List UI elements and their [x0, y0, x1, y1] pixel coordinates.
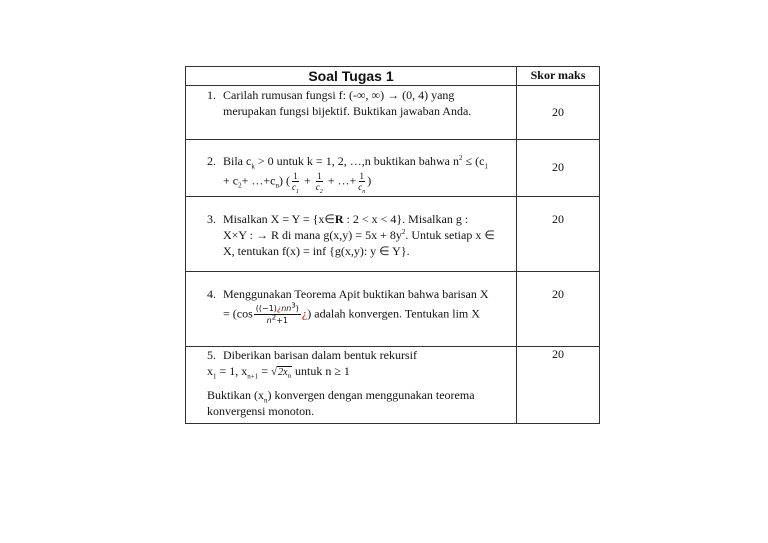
question-line: merupakan fungsi bijektif. Buktikan jawaban Anda. [223, 104, 472, 118]
question-line: X, tentukan f(x) = inf {g(x,y): y ∈ Y}. [223, 244, 410, 258]
score-cell: 20 [517, 86, 600, 140]
question-text [223, 87, 510, 119]
question-number: 2. [207, 154, 216, 168]
score-cell: 20 [517, 197, 600, 272]
question-text [186, 347, 516, 419]
score-cell: 20 [517, 140, 600, 197]
question-cell [186, 347, 517, 424]
question-cell [186, 140, 517, 197]
question-row [186, 86, 600, 140]
fraction: $\frac{1}{c_n}$ [358, 171, 366, 195]
assignment-table [185, 66, 600, 424]
question-row [186, 140, 600, 197]
question-line: $x_1 = 1$, $x_{n+1} = √2x_n$ untuk n ≥ 1 [207, 364, 350, 381]
fraction: $\frac{1}{c_2}$ [315, 171, 323, 195]
question-line: Misalkan X = Y = {x∈R : 2 < x < 4}. Misalkan g : [223, 212, 469, 226]
score-column-header: Skor maks [517, 67, 600, 86]
score-cell: 20 [517, 347, 600, 424]
question-text [223, 153, 510, 195]
question-line: konvergensi monoton. [207, 404, 315, 418]
question-cell [186, 86, 517, 140]
question-text [223, 211, 510, 259]
question-text [223, 286, 510, 326]
table-header-row [186, 67, 600, 86]
question-line: Carilah rumusan fungsi f: (-∞, ∞) → (0, 4) yang [223, 88, 455, 102]
question-line: = (cos $\frac{((-1)¿nn^3)}{n^2+1}$ ¿) adalah konvergen. Tentukan lim X [223, 301, 480, 325]
question-line: Diberikan barisan dalam bentuk rekursif [223, 348, 417, 362]
question-row [186, 347, 600, 424]
square-root: $√2x_n$ [271, 366, 292, 380]
question-line: X×Y : → R di mana $g(x,y) = 5x + 8y^2$. Untuk setiap x ∈ [223, 228, 495, 242]
score-cell: 20 [517, 272, 600, 347]
question-cell [186, 272, 517, 347]
question-line: Menggunakan Teorema Apit buktikan bahwa barisan X [223, 287, 489, 301]
table-title: Soal Tugas 1 [186, 67, 517, 86]
question-row [186, 197, 600, 272]
sequence-fraction: $\frac{((-1)¿nn^3)}{n^2+1}$ [255, 301, 299, 325]
question-number: 5. [207, 348, 216, 362]
question-row [186, 272, 600, 347]
fraction: $\frac{1}{c_1}$ [291, 171, 299, 195]
question-number: 3. [207, 212, 216, 226]
question-number: 1. [207, 88, 216, 102]
question-line: Buktikan $(x_n)$ konvergen dengan menggunakan teorema [207, 388, 475, 405]
question-line: + $c_2+$ $\dots+c_n$) ( $\frac{1}{c_1}$ + $\frac{1}{c_2}$ + …+ $\frac{1}{c_n}$ ) [223, 171, 372, 195]
question-cell [186, 197, 517, 272]
question-number: 4. [207, 287, 216, 301]
question-line: Bila $c_k > 0$ untuk k = 1, 2, …,n buktikan bahwa $n^2 \le (c_1$ [223, 154, 488, 171]
